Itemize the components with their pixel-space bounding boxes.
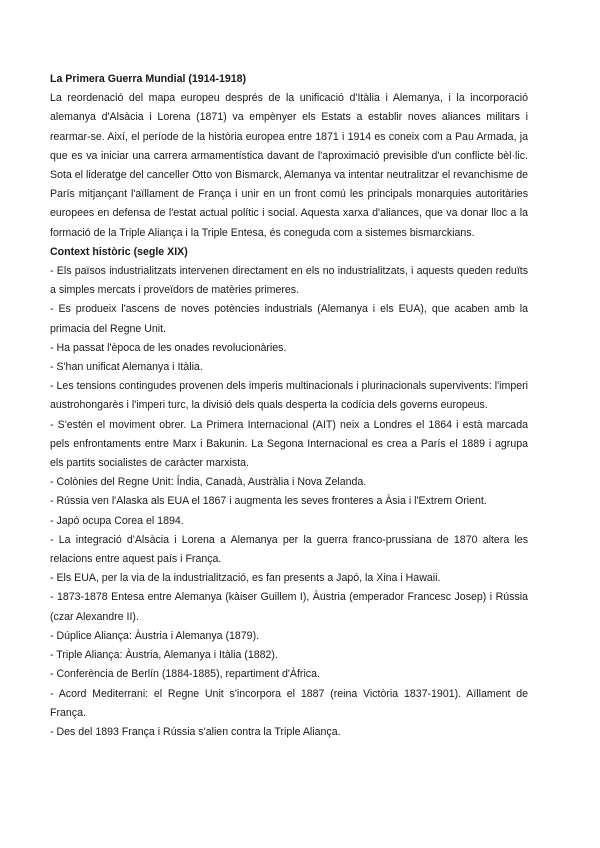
list-item: - Dúplice Aliança: Àustria i Alemanya (1879). bbox=[50, 629, 260, 642]
list-item: - Ha passat l'època de les onades revolucionàries. bbox=[50, 341, 287, 354]
document-page bbox=[50, 70, 528, 742]
list-item: - Acord Mediterrani: el Regne Unit s'incorpora el 1887 (reina Victòria 1837-1901). Aïllament de França. bbox=[50, 687, 528, 719]
list-item: - Els EUA, per la via de la industrialització, es fan presents a Japó, la Xina i Hawaii. bbox=[50, 572, 441, 585]
list-item: - 1873-1878 Entesa entre Alemanya (kàiser Guillem I), Àustria (emperador Francesc Josep) i Rússia (czar Alexandre II). bbox=[50, 591, 528, 623]
list-item: - Des del 1893 França i Rússia s'alien contra la Triple Aliança. bbox=[50, 725, 341, 738]
section-title: Context històric (segle XIX) bbox=[50, 245, 188, 258]
list-item: - Rússia ven l'Alaska als EUA el 1867 i augmenta les seves fronteres a Àsia i l'Extrem Orient. bbox=[50, 495, 487, 508]
list-item: - Les tensions contingudes provenen dels imperis multinacionals i plurinacionals supervivents: l'imperi austrohongarès i l'imperi turc, la divisió dels quals desperta la codícia dels governs europeus. bbox=[50, 380, 528, 412]
list-item: - La integració d'Alsàcia i Lorena a Alemanya per la guerra franco-prussiana de 1870 altera les relacions entre aquest país i França. bbox=[50, 533, 528, 566]
list-item: - Conferència de Berlín (1884-1885), repartiment d'Àfrica. bbox=[50, 668, 320, 681]
list-item: - Els països industrialitzats intervenen directament en els no industrialitzats, i aquests queden reduïts a simples mercats i proveïdors de matèries primeres. bbox=[50, 265, 528, 297]
list-item: - Colònies del Regne Unit: Índia, Canadà, Austràlia i Nova Zelanda. bbox=[50, 476, 367, 489]
intro-paragraph: La reordenació del mapa europeu després de la unificació d'Itàlia i Alemanya, i la incorporació alemanya d'Alsàcia i Lorena (1871) va empènyer els Estats a establir noves aliances militars i rearmar-se. Així, el període de la història europea entre 1871 i 1914 es coneix com a Pau Armada, ja que es va iniciar una carrera armamentística davant de l'aproximació previsible d'un conflicte bèl·lic. Sota el lideratge del canceller Otto von Bismarck, Alemanya va intentar neutralitzar el revanchisme de París mitjançant l'aïllament de França i unir en un front comú les principals monarquies autoritàries europees en defensa de l'estat actual polític i social. Aquesta xarxa d'aliances, que va donar lloc a la formació de la Triple Aliança i la Triple Entesa, és coneguda com a sistemes bismarckians. bbox=[50, 92, 528, 239]
list-item: - S'han unificat Alemanya i Itàlia. bbox=[50, 361, 203, 374]
list-item: - Japó ocupa Corea el 1894. bbox=[50, 514, 184, 527]
list-item: - S'estén el moviment obrer. La Primera Internacional (AIT) neix a Londres el 1864 i està marcada pels enfrontaments entre Marx i Bakunin. La Segona Internacional es crea a París el 1889 i agrupa els partits socialistes de caràcter marxista. bbox=[50, 418, 528, 470]
context-list bbox=[50, 262, 528, 742]
list-item: - Es produeix l'ascens de noves potències industrials (Alemanya i els EUA), que acaben amb la primacia del Regne Unit. bbox=[50, 303, 528, 335]
document-title: La Primera Guerra Mundial (1914-1918) bbox=[50, 73, 247, 85]
list-item: - Triple Aliança: Àustria, Alemanya i Itàlia (1882). bbox=[50, 649, 278, 662]
